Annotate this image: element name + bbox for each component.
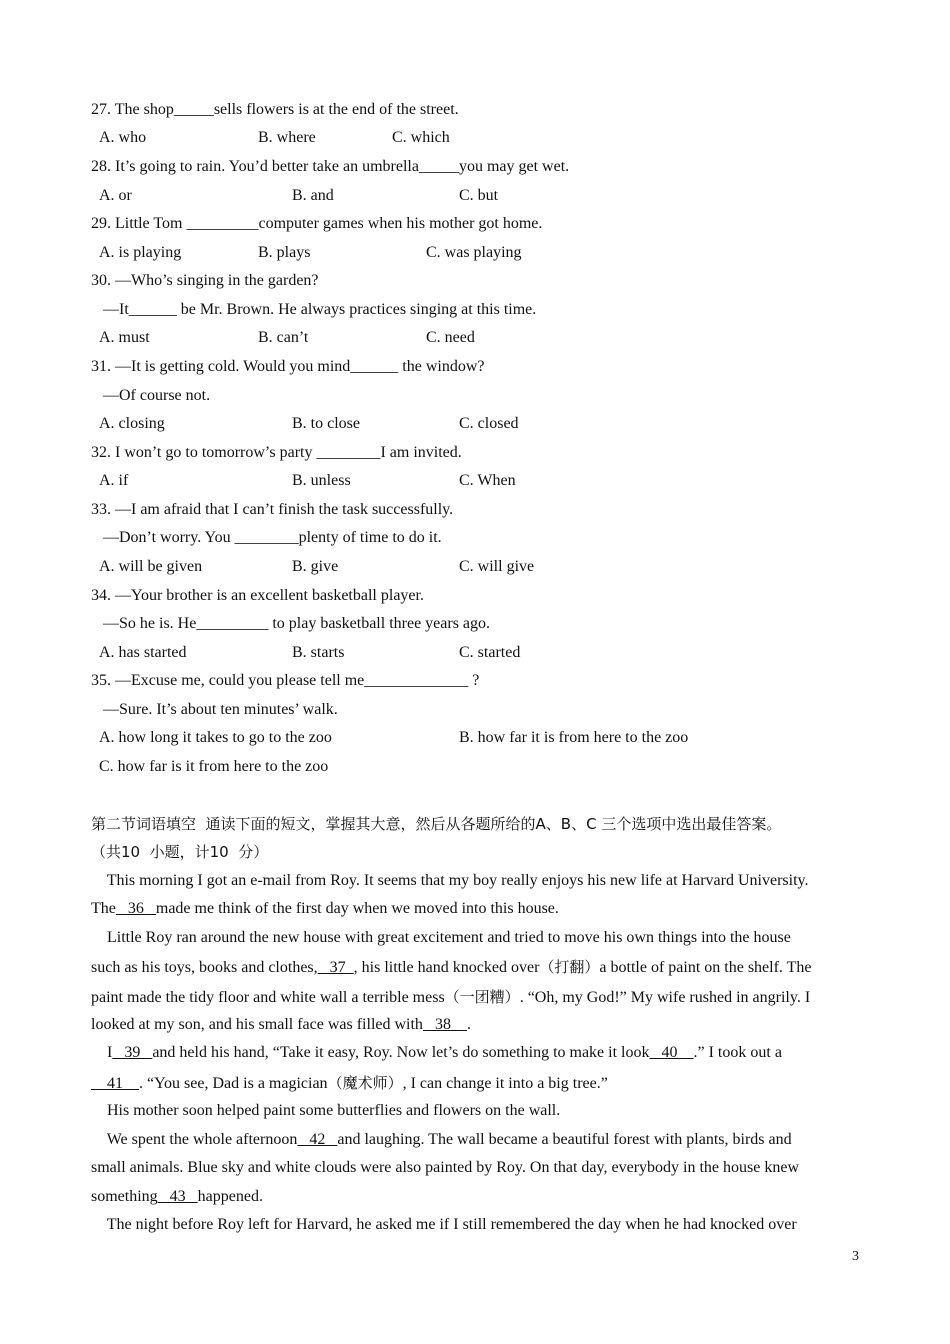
question-number: 32. bbox=[91, 444, 111, 461]
option-b: B. where bbox=[258, 129, 316, 146]
option-a: A. closing bbox=[99, 415, 165, 432]
option-c: C. but bbox=[459, 187, 499, 204]
passage-line: I 39 and held his hand, “Take it easy, Roy. Now let’s do something to make it look 40 .” I took out a bbox=[91, 1044, 782, 1061]
passage-line: something 43 happened. bbox=[91, 1188, 263, 1205]
option-c: C. was playing bbox=[426, 244, 522, 261]
question-35-stem bbox=[91, 671, 479, 691]
question-31-stem bbox=[91, 357, 485, 377]
option-c: C. how far is it from here to the zoo bbox=[99, 758, 329, 775]
blank-39: 39 bbox=[112, 1044, 153, 1061]
option-b: B. starts bbox=[292, 644, 345, 661]
question-number: 27. bbox=[91, 101, 111, 118]
passage-line: We spent the whole afternoon 42 and laughing. The wall became a beautiful forest with plants, birds and bbox=[91, 1131, 792, 1148]
option-b: B. unless bbox=[292, 472, 351, 489]
question-number: 31. bbox=[91, 358, 111, 375]
question-text: I won’t go to tomorrow’s party ________I am invited. bbox=[115, 444, 462, 461]
option-a: A. is playing bbox=[99, 244, 182, 261]
option-a: A. how long it takes to go to the zoo bbox=[99, 729, 332, 746]
chinese-gloss: （魔术师） bbox=[327, 1074, 403, 1092]
option-b: B. plays bbox=[258, 244, 311, 261]
option-b: B. give bbox=[292, 558, 339, 575]
question-number: 34. bbox=[91, 587, 111, 604]
question-text: It’s going to rain. You’d better take an umbrella_____you may get wet. bbox=[115, 158, 570, 175]
section-heading: 第二节词语填空 通读下面的短文，掌握其大意，然后从各题所给的A、B、C 三个选项中选出最佳答案。 bbox=[91, 815, 782, 833]
blank-43: 43 bbox=[157, 1188, 198, 1205]
question-number: 33. bbox=[91, 501, 111, 518]
page-number: 3 bbox=[852, 1249, 859, 1264]
option-a: A. must bbox=[99, 329, 150, 346]
question-31-reply: —Of course not. bbox=[103, 387, 211, 404]
question-text: —I am afraid that I can’t finish the task successfully. bbox=[115, 501, 454, 518]
option-c: C. which bbox=[392, 129, 450, 146]
question-27-stem bbox=[91, 100, 459, 120]
question-32-stem bbox=[91, 443, 462, 463]
question-28-stem bbox=[91, 157, 569, 177]
question-text: —Your brother is an excellent basketball player. bbox=[115, 587, 424, 604]
question-text: The shop_____sells flowers is at the end of the street. bbox=[114, 101, 459, 118]
option-c: C. closed bbox=[459, 415, 519, 432]
question-text: —It is getting cold. Would you mind______ the window? bbox=[115, 358, 485, 375]
passage-line: Little Roy ran around the new house with great excitement and tried to move his own things into the house bbox=[91, 929, 791, 946]
question-34-reply: —So he is. He_________ to play basketball three years ago. bbox=[103, 615, 491, 632]
question-text: Little Tom _________computer games when his mother got home. bbox=[115, 215, 543, 232]
question-34-stem bbox=[91, 586, 424, 606]
option-a: A. has started bbox=[99, 644, 187, 661]
option-a: A. will be given bbox=[99, 558, 203, 575]
question-30-reply: —It______ be Mr. Brown. He always practices singing at this time. bbox=[103, 301, 537, 318]
blank-38: 38 bbox=[422, 1016, 467, 1033]
blank-40: 40 bbox=[649, 1044, 694, 1061]
question-30-stem bbox=[91, 271, 319, 291]
passage-line: small animals. Blue sky and white clouds were also painted by Roy. On that day, everybody in the house knew bbox=[91, 1159, 799, 1176]
option-b: B. to close bbox=[292, 415, 360, 432]
option-c: C. will give bbox=[459, 558, 535, 575]
question-number: 29. bbox=[91, 215, 111, 232]
question-29-stem bbox=[91, 214, 542, 234]
passage-line: His mother soon helped paint some butterflies and flowers on the wall. bbox=[91, 1102, 561, 1119]
question-text: —Excuse me, could you please tell me_____________ ? bbox=[115, 672, 480, 689]
passage-line: The night before Roy left for Harvard, he asked me if I still remembered the day when he had knocked over bbox=[91, 1216, 797, 1233]
blank-41: 41 bbox=[91, 1075, 139, 1092]
blank-42: 42 bbox=[297, 1131, 338, 1148]
passage-line: looked at my son, and his small face was filled with 38 . bbox=[91, 1016, 471, 1033]
question-number: 30. bbox=[91, 272, 111, 289]
chinese-gloss: （一团糟） bbox=[444, 988, 520, 1006]
question-text: —Who’s singing in the garden? bbox=[115, 272, 319, 289]
passage-line: 41 . “You see, Dad is a magician（魔术师）, I can change it into a big tree.” bbox=[91, 1074, 608, 1092]
blank-37: 37 bbox=[317, 959, 354, 976]
question-33-stem bbox=[91, 500, 453, 520]
chinese-gloss: （打翻） bbox=[539, 958, 600, 976]
passage-line: such as his toys, books and clothes, 37 , his little hand knocked over（打翻）a bottle of paint on the shelf. The bbox=[91, 958, 812, 976]
passage-line: The 36 made me think of the first day when we moved into this house. bbox=[91, 900, 559, 917]
option-c: C. started bbox=[459, 644, 521, 661]
question-number: 35. bbox=[91, 672, 111, 689]
option-a: A. who bbox=[99, 129, 147, 146]
option-b: B. how far it is from here to the zoo bbox=[459, 729, 689, 746]
option-b: B. can’t bbox=[258, 329, 309, 346]
question-number: 28. bbox=[91, 158, 111, 175]
option-b: B. and bbox=[292, 187, 334, 204]
option-a: A. if bbox=[99, 472, 129, 489]
passage-line: This morning I got an e-mail from Roy. It seems that my boy really enjoys his new life at Harvard University. bbox=[91, 872, 809, 889]
blank-36: 36 bbox=[115, 900, 156, 917]
option-c: C. When bbox=[459, 472, 516, 489]
question-33-reply: —Don’t worry. You ________plenty of time to do it. bbox=[103, 529, 442, 546]
passage-line: paint made the tidy floor and white wall a terrible mess（一团糟）. “Oh, my God!” My wife rushed in angrily. I bbox=[91, 988, 811, 1006]
question-35-reply: —Sure. It’s about ten minutes’ walk. bbox=[103, 701, 338, 718]
option-a: A. or bbox=[99, 187, 132, 204]
option-c: C. need bbox=[426, 329, 475, 346]
section-heading-note: （共10 小题，计10 分） bbox=[91, 843, 269, 861]
